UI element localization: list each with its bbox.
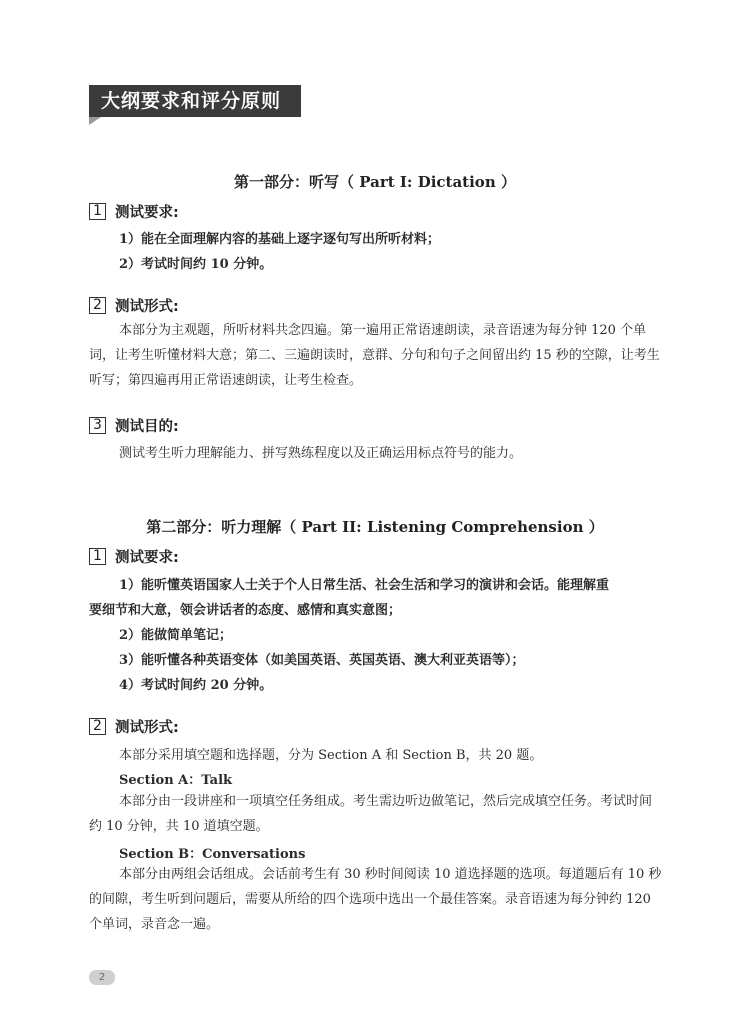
part2-req-item-4: 4）考试时间约 20 分钟。 xyxy=(119,678,273,693)
page-number-badge: 2 xyxy=(89,970,115,985)
part2-title: 第二部分：听力理解（ Part II: Listening Comprehension ） xyxy=(146,518,604,536)
section-number-box: 1 xyxy=(89,548,106,565)
part1-section3-heading xyxy=(89,415,179,435)
part1-title: 第一部分：听写（ Part I: Dictation ） xyxy=(234,173,516,191)
part2-req-item-1a: 1）能听懂英语国家人士关于个人日常生活、社会生活和学习的演讲和会话。能理解重 xyxy=(119,578,610,593)
part1-req-item-2: 2）考试时间约 10 分钟。 xyxy=(119,257,273,272)
part2-section1-heading xyxy=(89,546,179,566)
section-number-box: 1 xyxy=(89,203,106,220)
section-b-title: Section B：Conversations xyxy=(119,847,306,862)
part2-req-item-1b: 要细节和大意，领会讲话者的态度、感情和真实意图； xyxy=(89,603,402,618)
section-number-box: 2 xyxy=(89,297,106,314)
section-label: 测试要求: xyxy=(115,204,179,221)
part2-section2-heading xyxy=(89,716,179,736)
part2-format-intro: 本部分采用填空题和选择题，分为 Section A 和 Section B，共 20 题。 xyxy=(119,748,543,763)
section-label: 测试形式: xyxy=(115,298,179,315)
section-number-box: 3 xyxy=(89,417,106,434)
part2-req-item-2: 2）能做简单笔记； xyxy=(119,628,233,643)
part1-section1-heading xyxy=(89,201,179,221)
part1-section2-heading xyxy=(89,295,179,315)
section-a-paragraph: 本部分由一段讲座和一项填空任务组成。考生需边听边做笔记，然后完成填空任务。考试时间约 10 分钟，共 10 道填空题。 xyxy=(89,794,653,834)
section-a-title: Section A：Talk xyxy=(119,773,233,788)
part2-req-item-3: 3）能听懂各种英语变体（如美国英语、英国英语、澳大利亚英语等）； xyxy=(119,653,525,668)
part1-format-paragraph: 本部分为主观题，所听材料共念四遍。第一遍用正常语速朗读，录音语速为每分钟 120 个单词，让考生听懂材料大意；第二、三遍朗读时，意群、分句和句子之间留出约 15 秒的空隙，让考生听写；第四遍再用正常语速朗读，让考生检查。 xyxy=(89,323,660,388)
section-label: 测试目的: xyxy=(115,418,179,435)
section-banner: 大纲要求和评分原则 xyxy=(89,85,301,117)
section-b-paragraph: 本部分由两组会话组成。会话前考生有 30 秒时间阅读 10 道选择题的选项。每道题后有 10 秒的间隙，考生听到问题后，需要从所给的四个选项中选出一个最佳答案。录音语速为每分钟约 120 个单词，录音念一遍。 xyxy=(89,867,662,932)
section-label: 测试形式: xyxy=(115,719,179,736)
part1-purpose-text: 测试考生听力理解能力、拼写熟练程度以及正确运用标点符号的能力。 xyxy=(119,446,523,461)
banner-fold xyxy=(89,117,101,125)
section-label: 测试要求: xyxy=(115,549,179,566)
section-number-box: 2 xyxy=(89,718,106,735)
part1-req-item-1: 1）能在全面理解内容的基础上逐字逐句写出所听材料； xyxy=(119,232,441,247)
